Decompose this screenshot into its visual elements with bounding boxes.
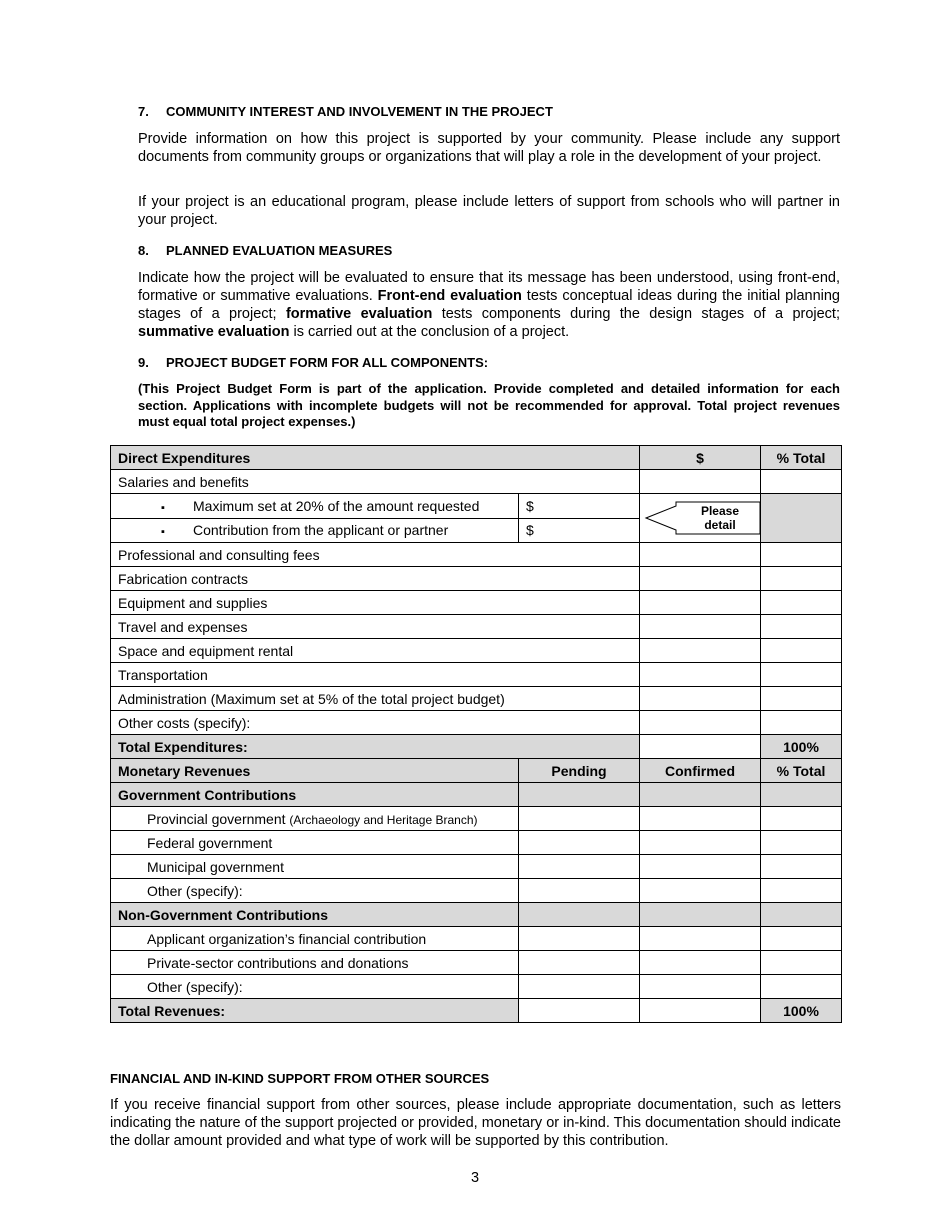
percent-column-header: % Total xyxy=(761,446,842,470)
total-revenues-label: Total Revenues: xyxy=(111,999,519,1023)
government-contributions-header: Government Contributions xyxy=(111,783,519,807)
confirmed-cell[interactable] xyxy=(640,951,761,975)
expense-percent-cell[interactable] xyxy=(761,567,842,591)
expense-label: Professional and consulting fees xyxy=(111,543,640,567)
expense-dollar-cell[interactable] xyxy=(640,687,761,711)
government-contributions-row xyxy=(111,783,842,807)
table-row xyxy=(111,591,842,615)
private-sector-label: Private-sector contributions and donations xyxy=(111,951,519,975)
pending-column-header: Pending xyxy=(519,759,640,783)
table-row xyxy=(111,855,842,879)
dollar-sign: $ xyxy=(526,497,534,514)
section-8-number: 8. xyxy=(138,243,149,258)
eval-text-d: is carried out at the conclusion of a project. xyxy=(289,324,570,340)
expense-percent-cell[interactable] xyxy=(761,615,842,639)
table-row xyxy=(111,470,842,494)
expense-dollar-cell[interactable] xyxy=(640,615,761,639)
confirmed-cell[interactable] xyxy=(640,927,761,951)
municipal-government-label: Municipal government xyxy=(111,855,519,879)
salaries-label: Salaries and benefits xyxy=(111,470,640,494)
expense-percent-cell[interactable] xyxy=(761,591,842,615)
section-8-title: PLANNED EVALUATION MEASURES xyxy=(166,243,393,258)
total-expenditures-dollar-cell[interactable] xyxy=(640,735,761,759)
expense-dollar-cell[interactable] xyxy=(640,567,761,591)
expense-dollar-cell[interactable] xyxy=(640,591,761,615)
table-row xyxy=(111,543,842,567)
total-confirmed-cell[interactable] xyxy=(640,999,761,1023)
salary-max-label xyxy=(111,494,519,519)
section-9-note: (This Project Budget Form is part of the application. Provide completed and detailed information for each section. Applications with incomplete budgets will not be recommended for approval. Total project revenues must equal total project expenses.) xyxy=(138,381,840,429)
table-row xyxy=(111,951,842,975)
table-row xyxy=(111,807,842,831)
pending-cell[interactable] xyxy=(519,975,640,999)
dollar-sign: $ xyxy=(526,522,534,539)
page-number: 3 xyxy=(470,1170,480,1186)
table-row xyxy=(111,831,842,855)
salaries-percent-cell[interactable] xyxy=(761,470,842,494)
financial-support-paragraph: If you receive financial support from other sources, please include appropriate documentation, such as letters indicating the nature of the support projected or provided, monetary or in-kind. This documentation should indicate the dollar amount provided and what type of work will be supported by this contribution. xyxy=(110,1097,841,1149)
table-row xyxy=(111,494,842,519)
table-row xyxy=(111,615,842,639)
total-revenues-percent: 100% xyxy=(761,999,842,1023)
pending-cell[interactable] xyxy=(519,831,640,855)
dollar-column-header: $ xyxy=(640,446,761,470)
expense-percent-cell[interactable] xyxy=(761,687,842,711)
provincial-note: (Archaeology and Heritage Branch) xyxy=(289,812,478,827)
expense-dollar-cell[interactable] xyxy=(640,711,761,735)
section-9-heading xyxy=(138,355,840,370)
pending-cell[interactable] xyxy=(519,879,640,903)
gov-other-label: Other (specify): xyxy=(111,879,519,903)
eval-text-b: tests conceptual ideas during the initial planning stages of a project; xyxy=(138,288,840,322)
shaded-cell xyxy=(519,783,640,807)
expense-label: Space and equipment rental xyxy=(111,639,640,663)
section-7-paragraph-1: Provide information on how this project is supported by your community. Please include any support documents from community groups or organizations that will play a role in the development of your project. xyxy=(138,131,840,165)
expense-percent-cell[interactable] xyxy=(761,663,842,687)
salary-max-dollar-cell[interactable] xyxy=(519,494,640,519)
provincial-text: Provincial government xyxy=(147,810,286,827)
please-detail-label xyxy=(640,542,641,543)
callout-text-line-1: Please xyxy=(700,504,740,518)
expenditures-header: Direct Expenditures xyxy=(111,446,640,470)
confirmed-column-header: Confirmed xyxy=(640,759,761,783)
expense-percent-cell[interactable] xyxy=(761,543,842,567)
please-detail-callout-icon xyxy=(640,494,761,542)
section-7-number: 7. xyxy=(138,104,149,119)
bullet-icon: ▪ xyxy=(161,526,165,539)
revenues-header-row xyxy=(111,759,842,783)
non-government-contributions-row xyxy=(111,903,842,927)
please-detail-cell xyxy=(640,494,761,543)
total-revenues-row xyxy=(111,999,842,1023)
financial-support-heading: FINANCIAL AND IN-KIND SUPPORT FROM OTHER SOURCES xyxy=(110,1071,490,1086)
section-7-heading xyxy=(138,104,840,119)
salary-max-text: Maximum set at 20% of the amount requested xyxy=(193,497,480,514)
bullet-icon: ▪ xyxy=(161,501,165,514)
eval-term-formative: formative evaluation xyxy=(285,306,433,322)
pending-cell[interactable] xyxy=(519,855,640,879)
expense-percent-cell[interactable] xyxy=(761,711,842,735)
percent-cell[interactable] xyxy=(761,975,842,999)
confirmed-cell[interactable] xyxy=(640,975,761,999)
pending-cell[interactable] xyxy=(519,951,640,975)
expense-label: Equipment and supplies xyxy=(111,591,640,615)
table-row xyxy=(111,663,842,687)
revenue-percent-column-header: % Total xyxy=(761,759,842,783)
budget-table xyxy=(110,445,842,1023)
table-row xyxy=(111,879,842,903)
total-expenditures-percent: 100% xyxy=(761,735,842,759)
expense-percent-cell[interactable] xyxy=(761,639,842,663)
salaries-dollar-cell[interactable] xyxy=(640,470,761,494)
pending-cell[interactable] xyxy=(519,807,640,831)
salary-percent-shaded xyxy=(761,494,842,543)
expense-dollar-cell[interactable] xyxy=(640,639,761,663)
section-7-title: COMMUNITY INTEREST AND INVOLVEMENT IN THE PROJECT xyxy=(166,104,553,119)
total-pending-cell[interactable] xyxy=(519,999,640,1023)
callout-text-line-2: detail xyxy=(704,518,736,532)
table-row xyxy=(111,567,842,591)
shaded-cell xyxy=(519,903,640,927)
expense-dollar-cell[interactable] xyxy=(640,663,761,687)
percent-cell[interactable] xyxy=(761,879,842,903)
expense-label: Travel and expenses xyxy=(111,615,640,639)
table-row xyxy=(111,711,842,735)
shaded-cell xyxy=(761,903,842,927)
expense-dollar-cell[interactable] xyxy=(640,543,761,567)
applicant-contribution-label: Applicant organization’s financial contribution xyxy=(111,927,519,951)
shaded-cell xyxy=(640,903,761,927)
pending-cell[interactable] xyxy=(519,927,640,951)
confirmed-cell[interactable] xyxy=(640,855,761,879)
provincial-government-label xyxy=(111,807,519,831)
percent-cell[interactable] xyxy=(761,855,842,879)
section-9-title: PROJECT BUDGET FORM FOR ALL COMPONENTS: xyxy=(166,355,489,370)
confirmed-cell[interactable] xyxy=(640,807,761,831)
eval-text-c: tests components during the design stages of a project; xyxy=(432,306,840,322)
expense-label: Transportation xyxy=(111,663,640,687)
percent-cell[interactable] xyxy=(761,927,842,951)
salary-contribution-dollar-cell[interactable] xyxy=(519,518,640,543)
salary-contribution-text: Contribution from the applicant or partner xyxy=(193,522,449,539)
table-row xyxy=(111,975,842,999)
percent-cell[interactable] xyxy=(761,951,842,975)
section-8-paragraph xyxy=(138,269,840,341)
total-expenditures-row xyxy=(111,735,842,759)
eval-term-front-end: Front-end evaluation xyxy=(377,288,522,304)
nongov-other-label: Other (specify): xyxy=(111,975,519,999)
section-8-heading xyxy=(138,243,840,258)
eval-text-a: Indicate how the project will be evaluated to ensure that its message has been understood, using front-end, formative or summative evaluations. xyxy=(138,270,840,304)
expense-label: Other costs (specify): xyxy=(111,711,640,735)
non-government-contributions-header: Non-Government Contributions xyxy=(111,903,519,927)
section-9-number: 9. xyxy=(138,355,149,370)
federal-government-label: Federal government xyxy=(111,831,519,855)
eval-term-summative: summative evaluation xyxy=(138,324,290,340)
confirmed-cell[interactable] xyxy=(640,879,761,903)
table-row xyxy=(111,687,842,711)
section-7-paragraph-2: If your project is an educational program, please include letters of support from schools who will partner in your project. xyxy=(138,194,840,228)
table-row xyxy=(111,639,842,663)
percent-cell[interactable] xyxy=(761,807,842,831)
total-expenditures-label: Total Expenditures: xyxy=(111,735,640,759)
expense-label: Administration (Maximum set at 5% of the total project budget) xyxy=(111,687,640,711)
shaded-cell xyxy=(761,783,842,807)
expense-label: Fabrication contracts xyxy=(111,567,640,591)
expenditures-header-row xyxy=(111,446,842,470)
shaded-cell xyxy=(640,783,761,807)
revenues-header: Monetary Revenues xyxy=(111,759,519,783)
confirmed-cell[interactable] xyxy=(640,831,761,855)
salary-contribution-label xyxy=(111,518,519,543)
table-row xyxy=(111,927,842,951)
percent-cell[interactable] xyxy=(761,831,842,855)
